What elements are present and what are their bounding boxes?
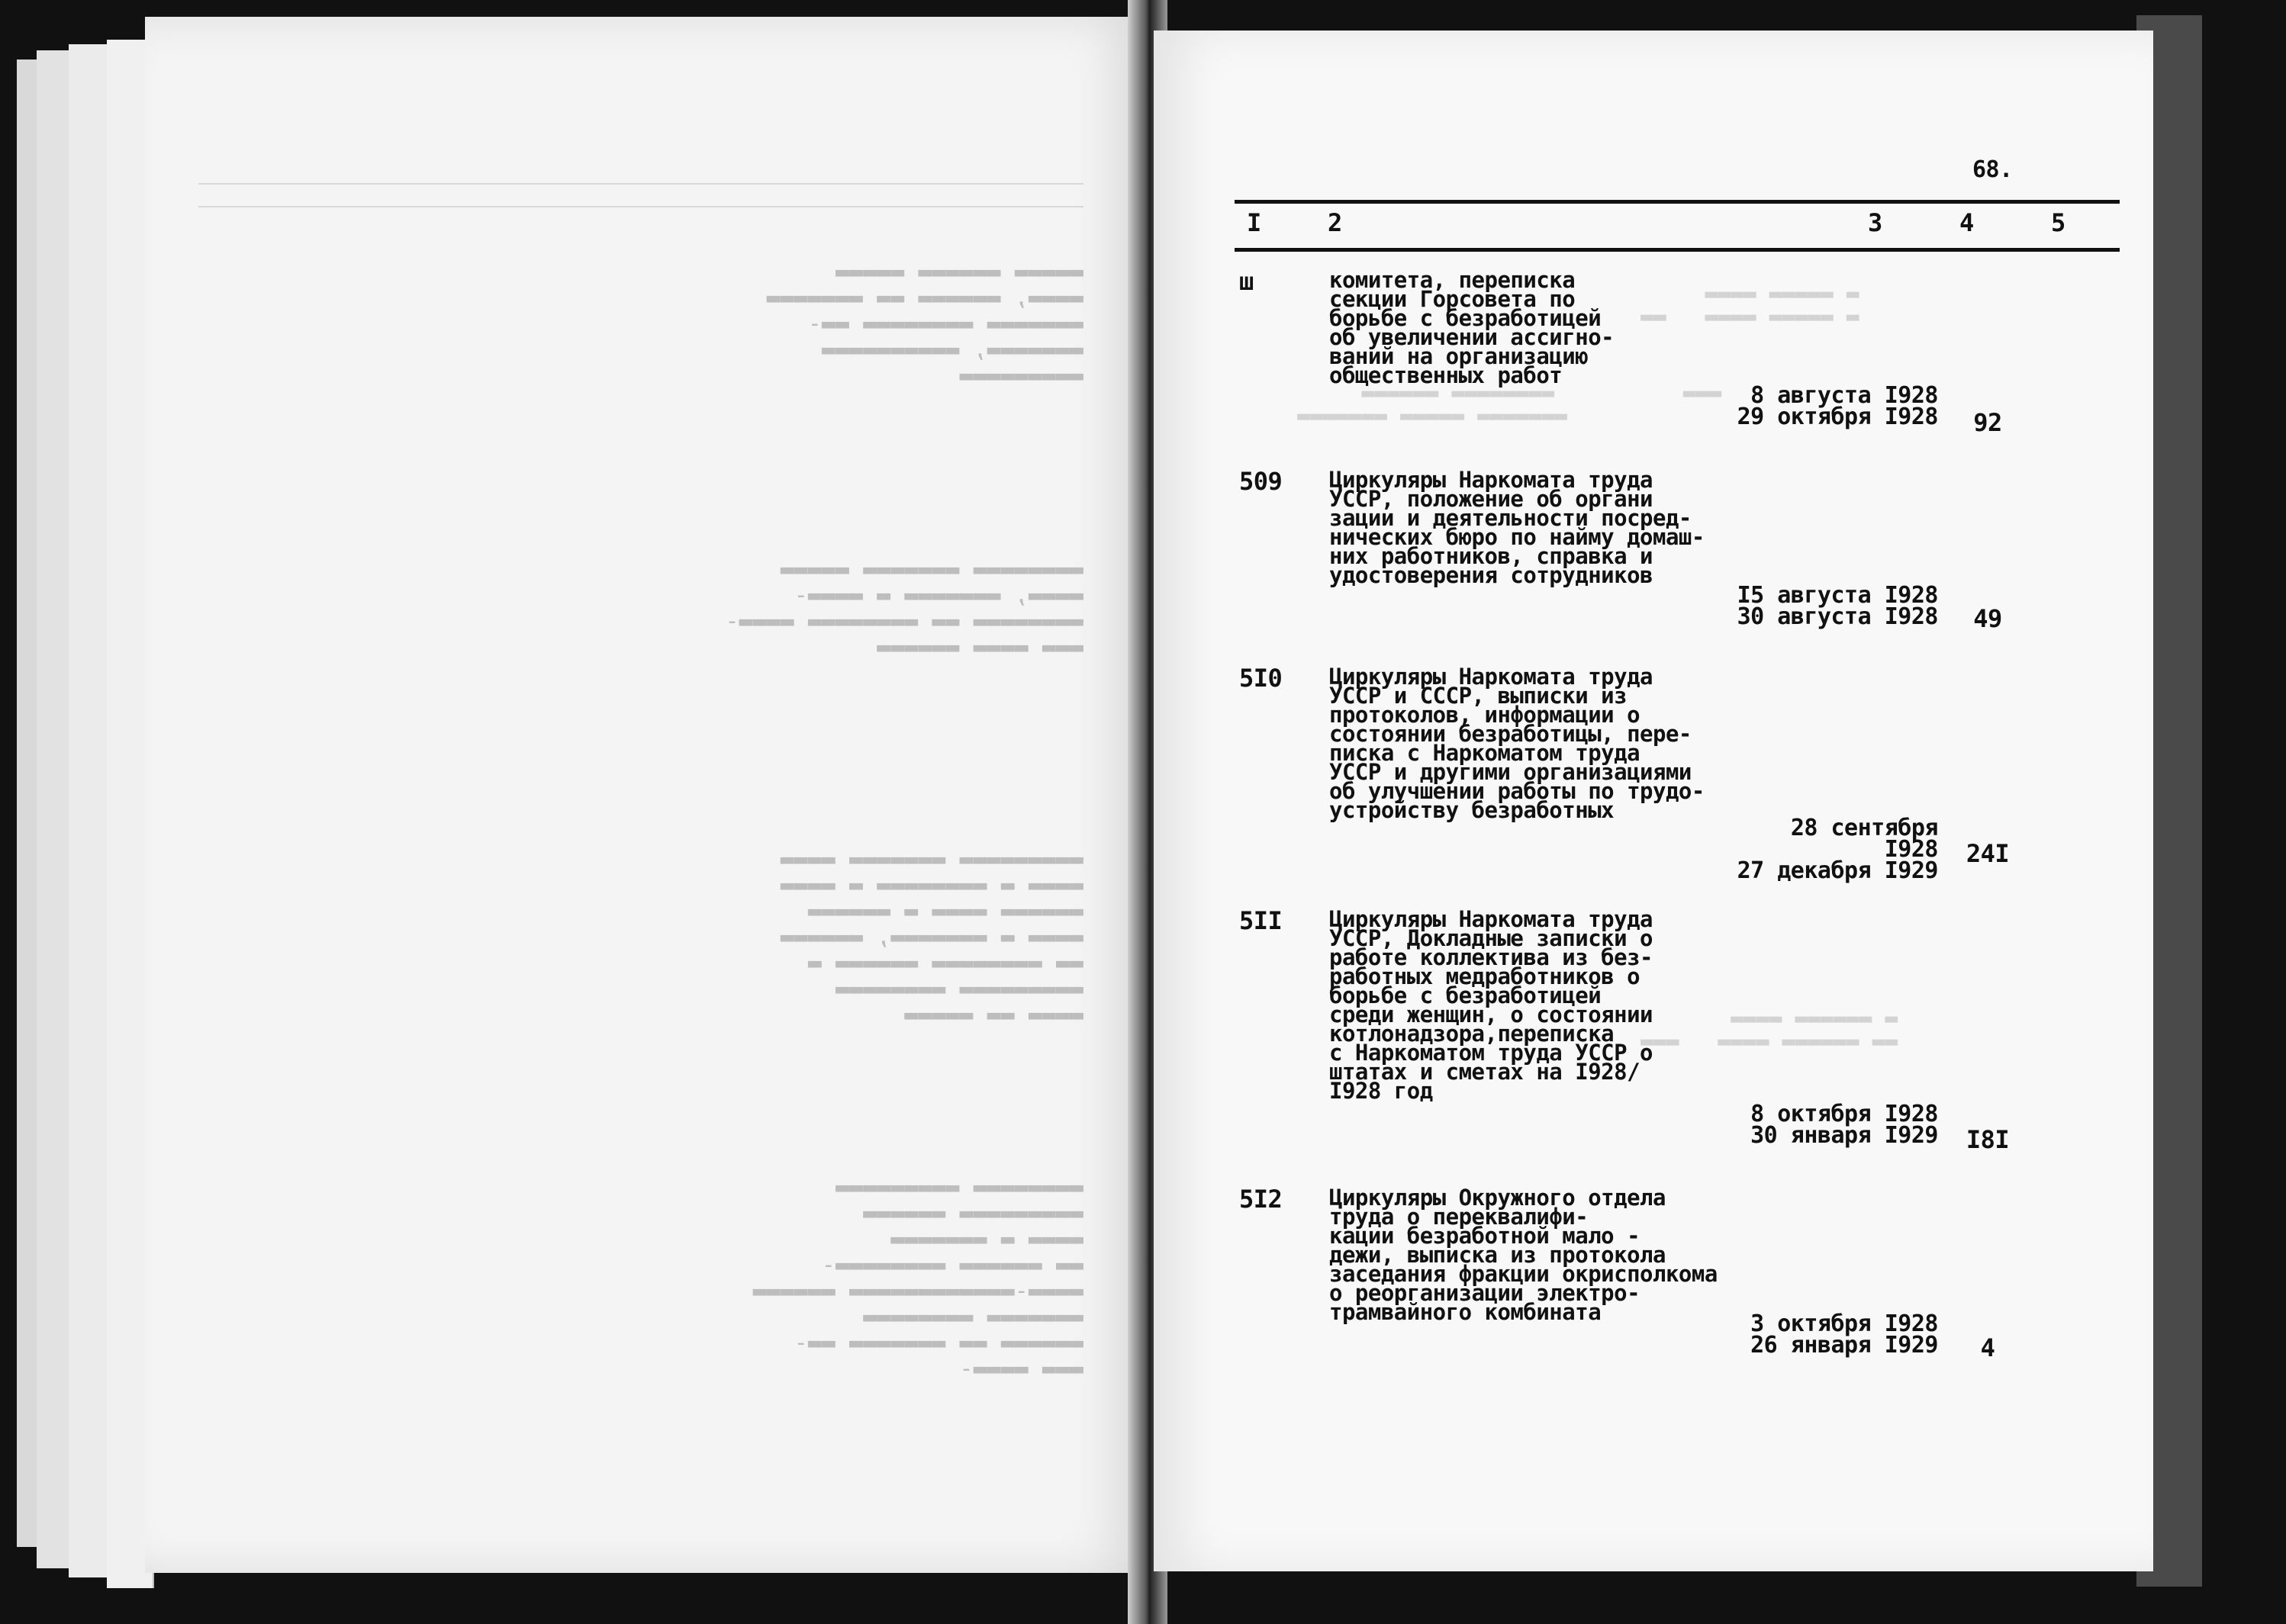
entry-description: Циркуляры Наркомата труда УССР, Докладные записки о работе коллектива из без- работных медработников о борьбе с безработицей среди женщин, о состоянии котлонадзора,переписка с Наркоматом труда УССР о штатах и сметах на I928/ I928 год	[1329, 906, 1653, 1104]
date-start: 8 октября I928	[1750, 1101, 1938, 1127]
bleed-through-text: ▬▬▬ ▬▬▬▬▬▬▬▬ ▬▬▬▬▬▬ ▬▬▬▬▬▬▬ ▬▬▬▬▬ ▬▬▬▬▬▬▬	[1297, 380, 1722, 428]
bleed-through-text: ▬ ▬▬▬▬▬ ▬▬▬▬ ▬ ▬▬▬▬▬ ▬▬▬▬ ▬▬	[1640, 281, 1859, 329]
column-header-2: 2	[1328, 208, 1342, 237]
entry-number: 509	[1239, 467, 1283, 496]
date-start: 8 августа I928	[1750, 382, 1938, 409]
entry-sheet-count: 4	[1980, 1333, 1995, 1362]
column-header-4: 4	[1959, 208, 1974, 237]
entry-sheet-count: 49	[1973, 604, 2002, 633]
entry-description: Циркуляры Наркомата труда УССР, положение об органи зации и деятельности посред- нических бюро по найму домаш- них работников, справка и удостоверения сотрудников	[1329, 467, 1705, 588]
entry-dates	[1724, 382, 1938, 430]
date-start: I5 августа I928	[1737, 582, 1938, 609]
column-header-3: 3	[1868, 208, 1882, 237]
entry-description: комитета, переписка секции Горсовета по борьбе с безработицей об увеличении ассигно- ваний на организацию общественных работ	[1329, 267, 1615, 388]
date-end: 30 августа I928	[1737, 603, 1938, 630]
table-header-rule-bottom	[1235, 248, 2120, 252]
entry-dates	[1724, 815, 1938, 884]
bleed-through-text: ▬ ▬▬▬▬▬▬ ▬▬▬▬ ▬▬ ▬▬▬▬▬▬ ▬▬▬▬ ▬▬▬	[1640, 1005, 1898, 1053]
page-number: 68.	[1972, 156, 2013, 183]
entry-number: 5II	[1239, 906, 1283, 935]
entry-description: Циркуляры Наркомата труда УССР и СССР, выписки из протоколов, информации о состоянии безработицы, пере- писка с Наркоматом труда УССР и другими организациями об улучшении работы по трудо- устройству безработных	[1329, 664, 1705, 823]
date-end: 27 декабря I929	[1737, 857, 1938, 884]
bleed-through-text: ▬▬▬▬▬ ▬▬▬▬▬▬ ▬▬▬▬▬ ▬▬▬▬, ▬▬▬▬▬▬ ▬▬ ▬▬▬▬▬▬▬ ▬▬▬▬▬▬▬ ▬▬▬▬▬▬▬▬ ▬▬- ▬▬▬▬▬▬▬, ▬▬▬▬▬▬▬▬▬▬ ▬▬▬▬▬▬▬▬▬ ▬▬▬▬▬▬▬▬ ▬▬▬▬▬▬▬ ▬▬▬▬▬ ▬▬▬▬, ▬▬▬▬▬▬▬ ▬ ▬▬▬▬- ▬▬▬▬▬▬▬▬ ▬▬ ▬▬▬▬▬▬▬▬ ▬▬▬▬- ▬▬▬ ▬▬▬▬ ▬▬▬▬▬▬ ▬▬▬▬▬▬▬▬▬ ▬▬▬▬▬▬▬ ▬▬▬▬ ▬▬▬▬ ▬ ▬▬▬▬▬▬▬▬ ▬ ▬▬▬▬ ▬▬▬▬▬▬ ▬▬▬▬ ▬ ▬▬▬▬▬▬ ▬▬▬▬ ▬ ▬▬▬▬▬▬▬, ▬▬▬▬▬▬ ▬▬ ▬▬▬▬▬▬▬▬ ▬▬▬▬▬▬ ▬ ▬▬▬▬▬▬▬▬▬ ▬▬▬▬▬▬▬▬ ▬▬▬▬ ▬▬ ▬▬▬▬▬ ▬▬▬▬▬▬▬▬ ▬▬▬▬▬▬▬▬▬ ▬▬▬▬▬▬▬▬▬ ▬▬▬▬▬▬ ▬▬▬▬ ▬ ▬▬▬▬▬▬▬ ▬▬ ▬▬▬▬▬▬ ▬▬▬▬▬▬▬▬- ▬▬▬▬-▬▬▬▬▬▬▬▬▬▬▬▬ ▬▬▬▬▬▬ ▬▬▬▬▬▬▬ ▬▬▬▬▬▬▬▬ ▬▬▬▬▬▬ ▬▬ ▬▬▬▬▬▬▬ ▬▬- ▬▬▬ ▬▬▬▬-	[175, 175, 1114, 1548]
entry-dates	[1724, 582, 1938, 630]
entry-sheet-count: I8I	[1966, 1125, 2010, 1154]
entry-sheet-count: 24I	[1966, 839, 2010, 868]
entry-dates	[1724, 1310, 1938, 1359]
entry-dates	[1724, 1101, 1938, 1149]
entry-number: 5I2	[1239, 1185, 1283, 1214]
entry-description: Циркуляры Окружного отдела труда о переквалифи- кации безработной мало - дежи, выписка из протокола заседания фракции окрисполкома о реорганизации электро- трамвайного комбината	[1329, 1185, 1718, 1325]
column-header-1: I	[1247, 208, 1261, 237]
date-start: 28 сентября I928	[1790, 815, 1938, 863]
entry-number: ш	[1239, 267, 1254, 296]
table-header-rule-top	[1235, 200, 2120, 204]
date-start: 3 октября I928	[1750, 1310, 1938, 1337]
column-header-5: 5	[2051, 208, 2065, 237]
entry-number: 5I0	[1239, 664, 1283, 693]
date-end: 30 января I929	[1750, 1122, 1938, 1149]
entry-sheet-count: 92	[1973, 408, 2002, 437]
date-end: 26 января I929	[1750, 1332, 1938, 1359]
date-end: 29 октября I928	[1737, 404, 1938, 430]
